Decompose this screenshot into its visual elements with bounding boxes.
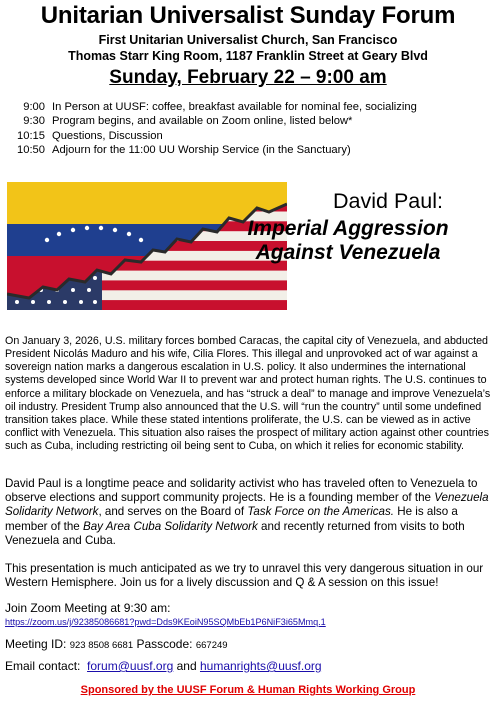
bio-org-cuba: Bay Area Cuba Solidarity Network xyxy=(82,519,258,533)
intro-paragraph: On January 3, 2026, U.S. military forces bombed Caracas, the capital city of Venezuela, and abducted President Nicolás Maduro and his wife, Cilia Flores. This illegal and unprovoked act of war against a sovereign nation marks a dangerous escalation in U.S. policy. It also undermines the international systems developed since World War II to prevent war and protect human rights. The U.S. continues to enforce a military blockade on Venezuela, and has “struck a deal” to manage and improve Venezuela’s oil industry. President Trump also announced that the U.S. will “run the country” until some undefined transition takes place. While these stated intentions proliferate, the U.S. can be viewed as in active conflict with Venezuela. This situation also raises the prospect of military action against other countries such as Cuba, including restricting oil being sent to Cuba, on which it relies for economic stability. xyxy=(5,335,491,453)
schedule-time: 9:30 xyxy=(23,115,45,128)
schedule-time: 10:15 xyxy=(17,129,45,142)
schedule-time: 10:50 xyxy=(17,143,45,156)
passcode: 667249 xyxy=(195,640,228,651)
contact-line xyxy=(5,659,322,674)
speaker-name: David Paul: xyxy=(333,189,443,213)
meeting-id-label: Meeting ID: xyxy=(5,637,67,651)
talk-title xyxy=(200,217,496,265)
talk-title-line2: Against Venezuela xyxy=(255,241,441,264)
schedule-desc: Program begins, and available on Zoom online, listed below* xyxy=(52,115,353,128)
bio-text: David Paul is a longtime peace and solidarity activist who has traveled often to Venezuela to observe elections and support community projects. He is a founding member of the xyxy=(5,477,478,505)
schedule-row xyxy=(5,100,417,114)
bio-text: and recently returned from visits to both Venezuela and Cuba. xyxy=(5,519,465,547)
contact-and: and xyxy=(176,659,197,673)
schedule-desc: Adjourn for the 11:00 UU Worship Service (in the Sanctuary) xyxy=(52,143,351,156)
meeting-info xyxy=(5,637,228,653)
zoom-link[interactable]: https://zoom.us/j/92385086681?pwd=Dds9KEoiN95SQMbEb1P6NiF3i65Mmq.1 xyxy=(5,617,326,627)
bio-text: He is also a member of the xyxy=(5,505,458,533)
forum-email-link[interactable]: forum@uusf.org xyxy=(87,659,174,673)
page-title: Unitarian Universalist Sunday Forum xyxy=(40,2,456,29)
address: Thomas Starr King Room, 1187 Franklin Street at Geary Blvd xyxy=(68,49,428,63)
sponsor-line: Sponsored by the UUSF Forum & Human Rights Working Group xyxy=(80,684,416,696)
bio-paragraph xyxy=(5,477,491,548)
schedule-time: 9:00 xyxy=(23,101,45,113)
contact-label: Email contact: xyxy=(5,659,81,673)
schedule-row xyxy=(5,143,417,157)
invitation-paragraph: This presentation is much anticipated as we try to unravel this very dangerous situation in our Western Hemisphere. Join us for a lively discussion and Q & A session on this issue! xyxy=(5,562,484,590)
passcode-label: Passcode: xyxy=(136,637,193,651)
schedule-desc: Questions, Discussion xyxy=(52,129,163,142)
meeting-id: 923 8508 6681 xyxy=(69,640,134,651)
zoom-label: Join Zoom Meeting at 9:30 am: xyxy=(5,601,171,615)
schedule-row xyxy=(5,114,417,128)
humanrights-email-link[interactable]: humanrights@uusf.org xyxy=(199,659,322,673)
event-date: Sunday, February 22 – 9:00 am xyxy=(109,67,387,88)
schedule-desc: In Person at UUSF: coffee, breakfast available for nominal fee, socializing xyxy=(52,101,417,113)
talk-title-line1: Imperial Aggression xyxy=(247,217,449,240)
bio-org-venezuela: Venezuela Solidarity Network xyxy=(5,491,489,519)
schedule xyxy=(5,100,417,157)
schedule-row xyxy=(5,129,417,143)
bio-org-taskforce: Task Force on the Americas. xyxy=(247,505,395,519)
bio-text: , and serves on the Board of xyxy=(98,505,248,519)
church-name: First Unitarian Universalist Church, San Francisco xyxy=(98,33,398,47)
